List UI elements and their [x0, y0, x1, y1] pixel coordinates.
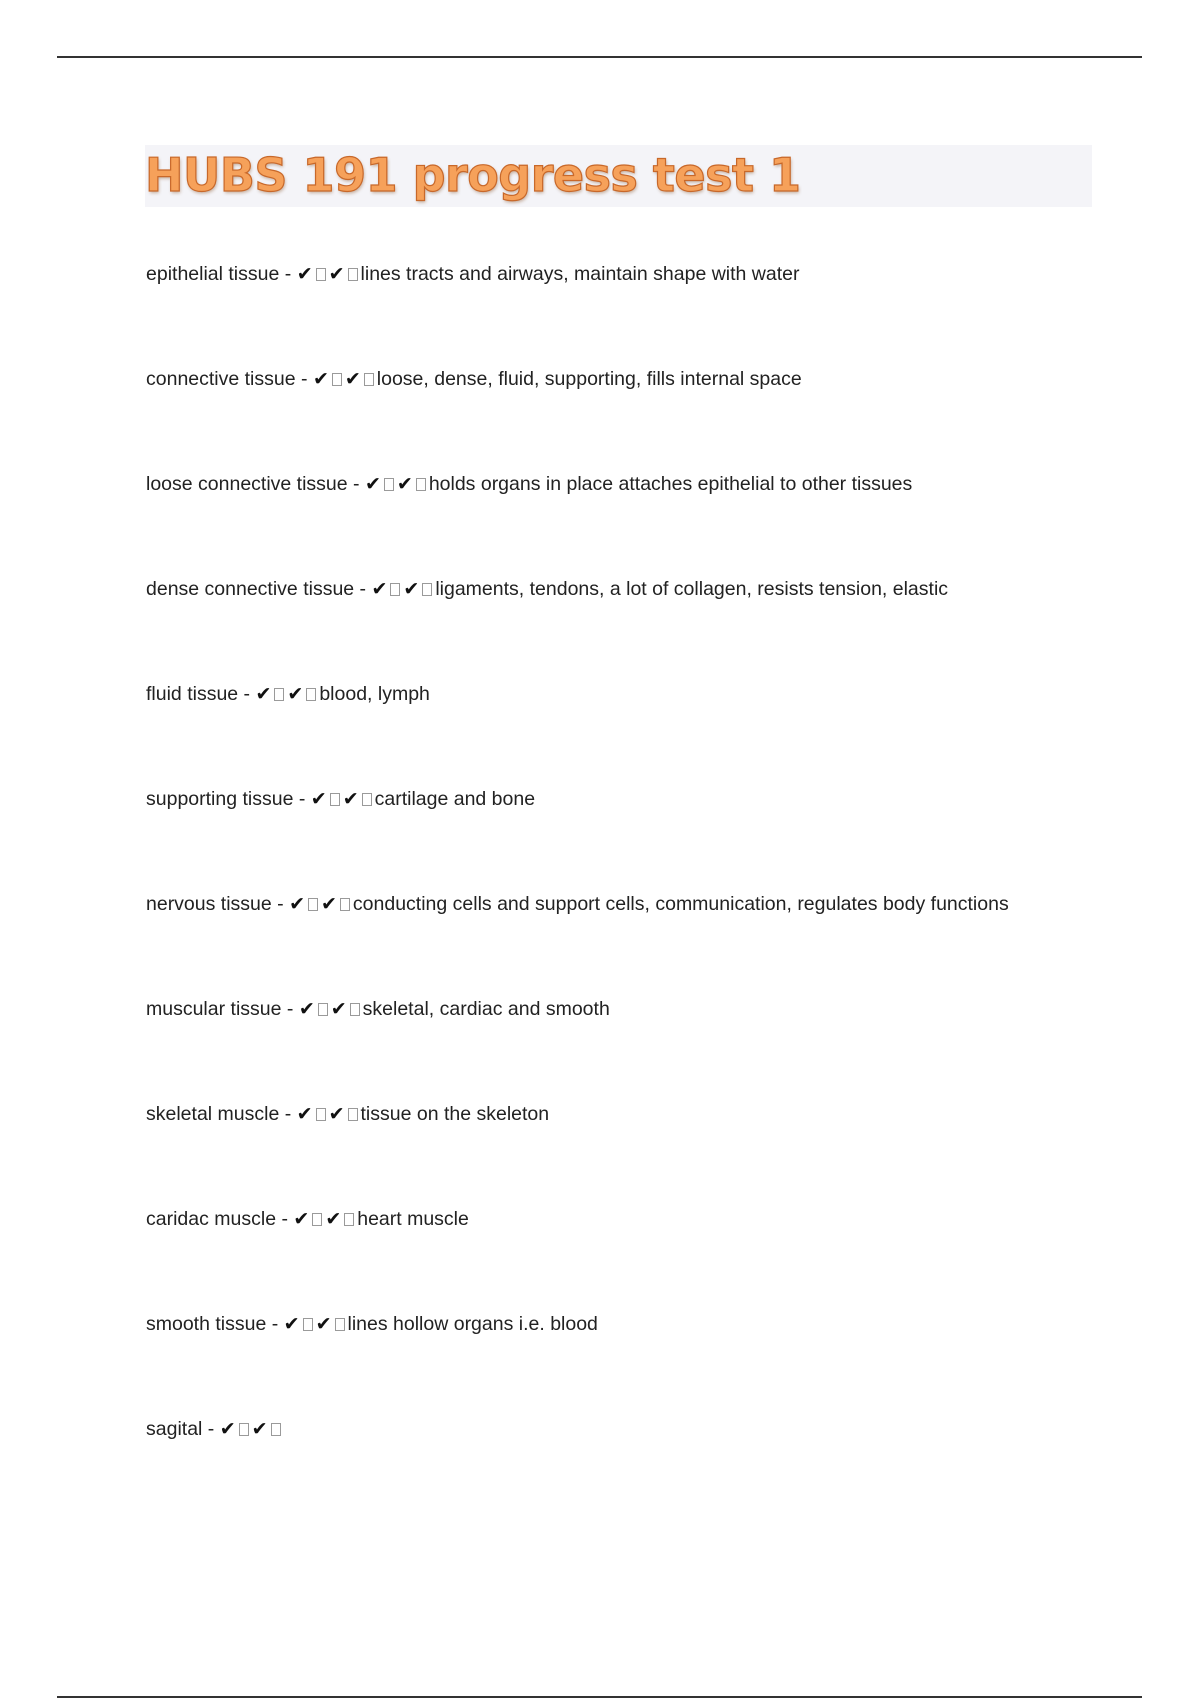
box-icon: [316, 268, 326, 281]
entry-separator: -: [354, 578, 372, 600]
box-icon: [332, 373, 342, 386]
entry-separator: -: [276, 1208, 294, 1230]
flashcard-list: [146, 259, 1106, 1519]
entry-definition: skeletal, cardiac and smooth: [362, 998, 610, 1020]
entry-definition: tissue on the skeleton: [360, 1103, 550, 1125]
box-icon: [330, 793, 340, 806]
list-item: [146, 679, 1106, 784]
box-icon: [422, 583, 432, 596]
box-icon: [316, 1108, 326, 1121]
entry-definition: loose, dense, fluid, supporting, fills internal space: [376, 368, 802, 390]
box-icon: [364, 373, 374, 386]
entry-definition: cartilage and bone: [374, 788, 536, 810]
page-title: HUBS 191 progress test 1: [145, 148, 801, 202]
checkmark-icon: ✔: [287, 683, 304, 705]
checkmark-icon: ✔: [289, 893, 305, 915]
list-item: [146, 889, 1106, 994]
box-icon: [350, 1003, 360, 1016]
list-item: [146, 784, 1106, 889]
entry-definition: holds organs in place attaches epithelial to other tissues: [428, 473, 913, 495]
checkmark-icon: ✔: [328, 263, 345, 285]
entry-separator: -: [293, 788, 311, 810]
box-icon: [274, 688, 284, 701]
box-icon: [362, 793, 372, 806]
list-item: [146, 574, 1106, 679]
entry-term: loose connective tissue: [146, 473, 348, 495]
entry-term: muscular tissue: [146, 998, 282, 1020]
entry-separator: -: [266, 1313, 284, 1335]
checkmark-icon: ✔: [403, 578, 420, 600]
box-icon: [271, 1423, 281, 1436]
checkmark-icon: ✔: [342, 788, 359, 810]
checkmark-icon: ✔: [330, 998, 347, 1020]
box-icon: [416, 478, 426, 491]
checkmark-icon: ✔: [298, 998, 315, 1020]
entry-definition: heart muscle: [357, 1208, 469, 1230]
entry-separator: -: [281, 998, 299, 1020]
checkmark-icon: ✔: [310, 788, 327, 810]
box-icon: [348, 268, 358, 281]
entry-term: sagital: [146, 1418, 203, 1440]
bottom-divider: [57, 1696, 1142, 1698]
checkmark-icon: ✔: [312, 368, 329, 390]
checkmark-icon: ✔: [396, 473, 413, 495]
entry-separator: -: [202, 1418, 220, 1440]
entry-definition: blood, lymph: [319, 683, 430, 705]
box-icon: [308, 898, 318, 911]
list-item: [146, 1099, 1106, 1204]
entry-term: supporting tissue: [146, 788, 294, 810]
entry-separator: -: [238, 683, 256, 705]
checkmark-icon: ✔: [293, 1208, 310, 1230]
entry-definition: ligaments, tendons, a lot of collagen, resists tension, elastic: [435, 578, 949, 600]
box-icon: [318, 1003, 328, 1016]
entry-definition: lines tracts and airways, maintain shape with water: [360, 263, 800, 285]
checkmark-icon: ✔: [325, 1208, 342, 1230]
entry-term: fluid tissue: [146, 683, 239, 705]
box-icon: [344, 1213, 354, 1226]
entry-term: epithelial tissue: [146, 263, 280, 285]
box-icon: [306, 688, 316, 701]
list-item: [146, 469, 1106, 574]
entry-term: connective tissue: [146, 368, 296, 390]
checkmark-icon: ✔: [296, 263, 313, 285]
box-icon: [303, 1318, 313, 1331]
checkmark-icon: ✔: [283, 1313, 300, 1335]
entry-term: caridac muscle: [146, 1208, 277, 1230]
checkmark-icon: ✔: [219, 1418, 236, 1440]
checkmark-icon: ✔: [321, 893, 337, 915]
checkmark-icon: ✔: [364, 473, 381, 495]
entry-term: skeletal muscle: [146, 1103, 280, 1125]
box-icon: [312, 1213, 322, 1226]
box-icon: [384, 478, 394, 491]
entry-separator: -: [271, 893, 290, 915]
list-item: [146, 994, 1106, 1099]
box-icon: [348, 1108, 358, 1121]
entry-definition: lines hollow organs i.e. blood: [347, 1313, 598, 1335]
checkmark-icon: ✔: [328, 1103, 345, 1125]
checkmark-icon: ✔: [255, 683, 272, 705]
entry-separator: -: [279, 263, 297, 285]
entry-definition: conducting cells and support cells, communication, regulates body functions: [352, 893, 1009, 915]
list-item: [146, 1309, 1106, 1414]
entry-separator: -: [295, 368, 313, 390]
list-item: [146, 1414, 1106, 1519]
box-icon: [335, 1318, 345, 1331]
checkmark-icon: ✔: [315, 1313, 332, 1335]
entry-term: nervous tissue: [146, 893, 272, 915]
checkmark-icon: ✔: [296, 1103, 313, 1125]
box-icon: [340, 898, 350, 911]
list-item: [146, 259, 1106, 364]
list-item: [146, 1204, 1106, 1309]
top-divider: [57, 56, 1142, 58]
entry-separator: -: [279, 1103, 297, 1125]
list-item: [146, 364, 1106, 469]
entry-term: smooth tissue: [146, 1313, 267, 1335]
entry-term: dense connective tissue: [146, 578, 355, 600]
checkmark-icon: ✔: [371, 578, 388, 600]
box-icon: [390, 583, 400, 596]
checkmark-icon: ✔: [251, 1418, 268, 1440]
checkmark-icon: ✔: [344, 368, 361, 390]
entry-separator: -: [347, 473, 365, 495]
box-icon: [239, 1423, 249, 1436]
title-banner: [145, 145, 1092, 207]
